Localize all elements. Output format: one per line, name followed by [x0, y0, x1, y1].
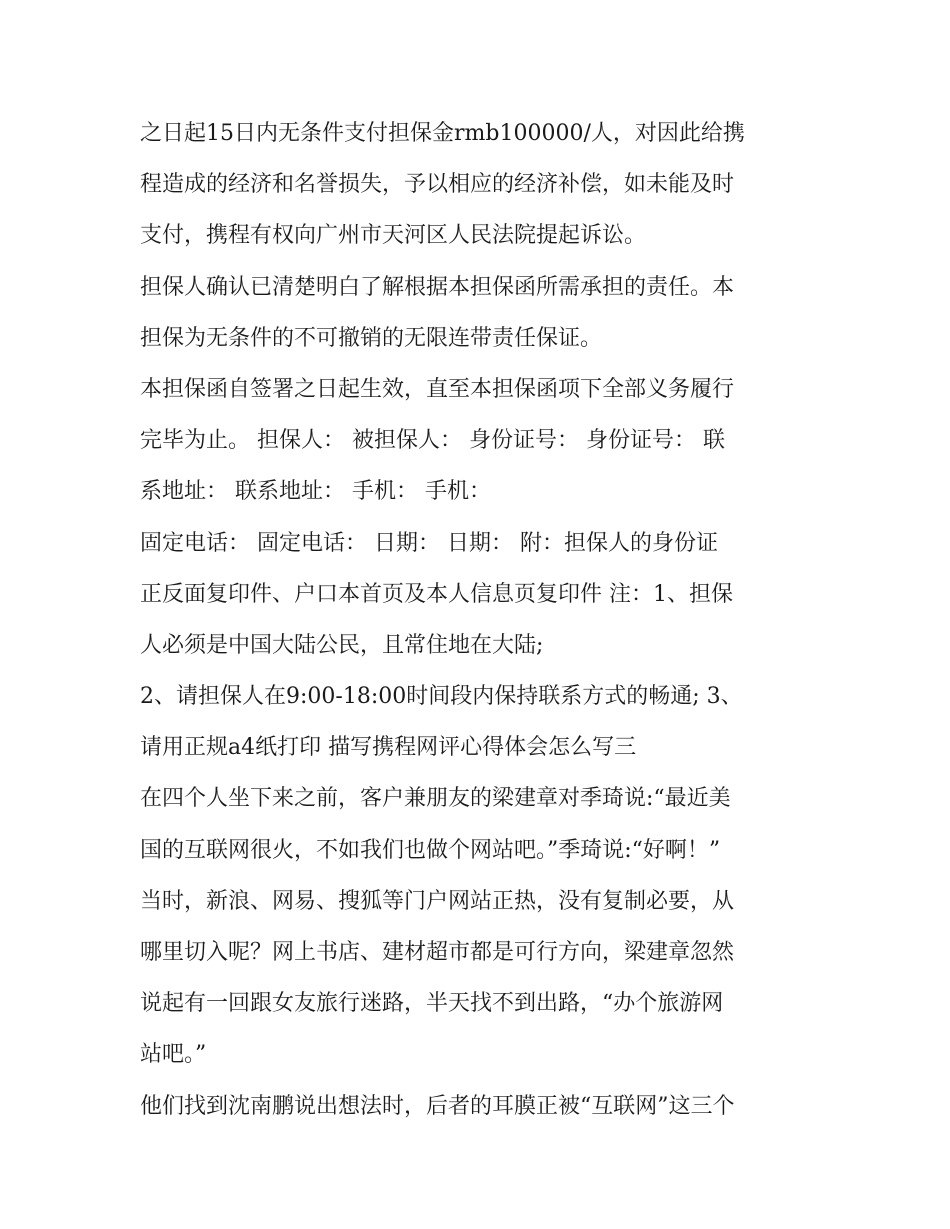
text-line: 他们找到沈南鹏说出想法时，后者的耳膜正被“互联网”这三个: [140, 1093, 735, 1119]
text-line: 当时，新浪、网易、搜狐等门户网站正热，没有复制必要，从: [140, 888, 735, 914]
text-line: 本担保函自签署之日起生效，直至本担保函项下全部义务履行: [140, 376, 735, 402]
text-line: 程造成的经济和名誉损失，予以相应的经济补偿，如未能及时: [140, 172, 735, 198]
text-line: 哪里切入呢？网上书店、建材超市都是可行方向，梁建章忽然: [140, 940, 735, 965]
text-line: 支付，携程有权向广州市天河区人民法院提起诉讼。: [140, 223, 647, 249]
document-body: [140, 108, 820, 1132]
text-line: 正反面复印件、户口本首页及本人信息页复印件 注：1、担保: [140, 581, 733, 607]
text-line: 请用正规a4纸打印 描写携程网评心得体会怎么写三: [140, 735, 637, 761]
text-line: 站吧。”: [140, 1042, 207, 1068]
text-line: 完毕为止。 担保人： 被担保人： 身份证号： 身份证号： 联: [140, 428, 725, 454]
text-line: 在四个人坐下来之前，客户兼朋友的梁建章对季琦说:“最近美: [140, 786, 731, 812]
text-line: 国的互联网很火，不如我们也做个网站吧。”季琦说:“好啊！”: [140, 837, 721, 863]
text-line: 担保人确认已清楚明白了解根据本担保函所需承担的责任。本: [140, 274, 735, 300]
text-line: 2、请担保人在9:00-18:00时间段内保持联系方式的畅通; 3、: [140, 684, 743, 710]
text-line: 人必须是中国大陆公民，且常住地在大陆;: [140, 632, 544, 658]
text-line: 系地址： 联系地址： 手机： 手机：: [140, 479, 491, 505]
text-line: 说起有一回跟女友旅行迷路，半天找不到出路，“办个旅游网: [140, 991, 724, 1017]
text-line: 固定电话： 固定电话： 日期： 日期： 附：担保人的身份证: [140, 530, 718, 556]
text-line: 担保为无条件的不可撤销的无限连带责任保证。: [140, 325, 603, 351]
text-line: 之日起15日内无条件支付担保金rmb100000/人，对因此给携: [140, 121, 745, 146]
